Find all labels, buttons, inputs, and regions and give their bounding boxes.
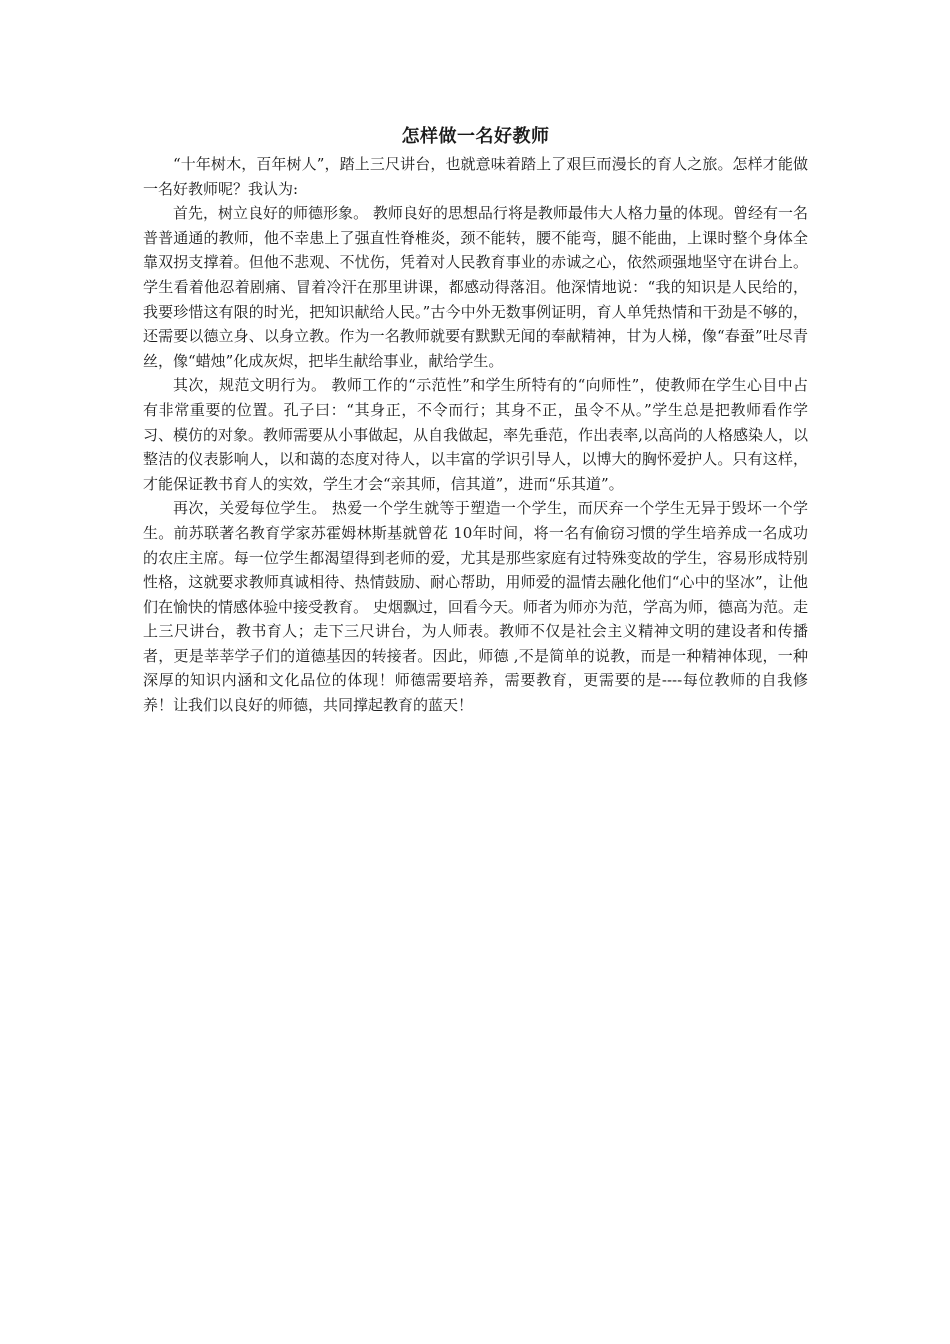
paragraph-intro: “十年树木，百年树人”，踏上三尺讲台，也就意味着踏上了艰巨而漫长的育人之旅。怎样才能做一名好教师呢？我认为: [143, 155, 808, 198]
document-body [143, 124, 808, 718]
paragraph-first-point: 首先，树立良好的师德形象。 教师良好的思想品行将是教师最伟大人格力量的体现。曾经有一名普普通通的教师，他不幸患上了强直性脊椎炎，颈不能转，腰不能弯，腿不能曲，上课时整个身体全靠双拐支撑着。但他不悲观、不忧伤，凭着对人民教育事业的赤诚之心，依然顽强地坚守在讲台上。学生看着他忍着剧痛、冒着冷汗在那里讲课，都感动得落泪。他深情地说：“我的知识是人民给的，我要珍惜这有限的时光，把知识献给人民。”古今中外无数事例证明，育人单凭热情和干劲是不够的，还需要以德立身、以身立教。作为一名教师就要有默默无闻的奉献精神，甘为人梯，像“春蚕”吐尽青丝，像“蜡烛”化成灰烬，把毕生献给事业，献给学生。 [143, 204, 808, 370]
document-title: 怎样做一名好教师 [401, 126, 550, 147]
paragraph-second-point: 其次，规范文明行为。 教师工作的“示范性”和学生所特有的“向师性”，使教师在学生心目中占有非常重要的位置。孔子曰：“其身正，不令而行；其身不正，虽令不从。”学生总是把教师看作学习、模仿的对象。教师需要从小事做起，从自我做起，率先垂范，作出表率,以高尚的人格感染人，以整洁的仪表影响人，以和蔼的态度对待人，以丰富的学识引导人，以博大的胸怀爱护人。只有这样，才能保证教书育人的实效，学生才会“亲其师，信其道”，进而“乐其道”。 [143, 376, 808, 493]
paragraph-third-point: 再次，关爱每位学生。 热爱一个学生就等于塑造一个学生，而厌弃一个学生无异于毁坏一个学生。前苏联著名教育学家苏霍姆林斯基就曾花 10年时间，将一名有偷窃习惯的学生培养成一名成功的农庄主席。每一位学生都渴望得到老师的爱，尤其是那些家庭有过特殊变故的学生，容易形成特别性格，这就要求教师真诚相待、热情鼓励、耐心帮助，用师爱的温情去融化他们“心中的坚冰”，让他们在愉快的情感体验中接受教育。 史烟飘过，回看今天。师者为师亦为范，学高为师，德高为范。走上三尺讲台，教书育人；走下三尺讲台，为人师表。教师不仅是社会主义精神文明的建设者和传播者，更是莘莘学子们的道德基因的转接者。因此，师德 ,不是简单的说教，而是一种精神体现，一种深厚的知识内涵和文化品位的体现！师德需要培养，需要教育，更需要的是----每位教师的自我修养！让我们以良好的师德，共同撑起教育的蓝天！ [143, 499, 808, 715]
